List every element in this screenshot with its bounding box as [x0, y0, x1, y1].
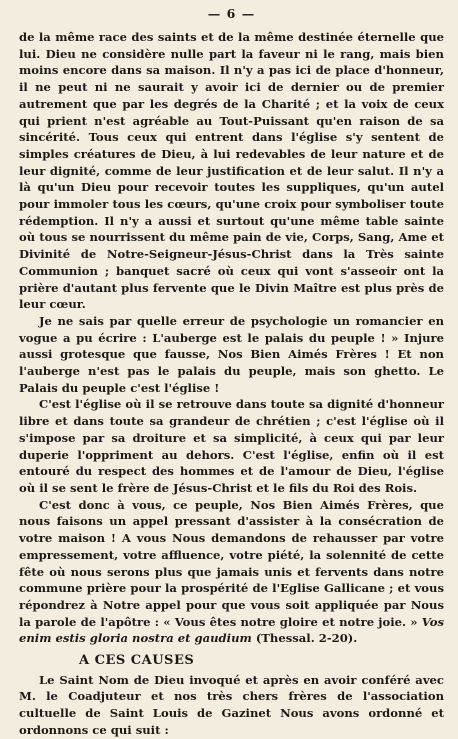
- page-number: — 6 —: [207, 6, 256, 21]
- final-paragraph: Le Saint Nom de Dieu invoqué et après en avoir conféré avec M. le Coadjuteur et nos très chers frères de l'association cultuelle de Saint Louis de Gazinet Nous avons ordonné et ordonnons ce qui suit :: [19, 672, 444, 737]
- section-heading: A CES CAUSES: [79, 653, 195, 669]
- body-text: [19, 29, 444, 739]
- paragraph-4-text: C'est donc à vous, ce peuple, Nos Bien Aimés Frères, que nous faisons un appel pressant d'assister à la consécration de votre maison ! A vous Nous demandons de rehausser par votre empressement, votre affluence, votre piété, la solennité de cette fête où nous serons plus que jamais unis et fervents dans notre commune prière pour la prospérité de l'Eglise Gallicane ; et vous répondrez à Notre appel pour que vous soit appliquée par Nous la parole de l'apôtre : « Vous êtes notre gloire et notre joie. »: [19, 497, 444, 629]
- paragraph-2: Je ne sais par quelle erreur de psychologie un romancier en vogue a pu écrire : L'auberge est le palais du peuple ! » Injure aussi grotesque que fausse, Nos Bien Aimés Frères ! Et non l'auberge n'est pas le palais du peuple, mais son ghetto. Le Palais du peuple c'est l'église !: [19, 313, 444, 395]
- citation: (Thessal. 2-20).: [255, 631, 358, 646]
- paragraph-3: C'est l'église où il se retrouve dans toute sa dignité d'honneur libre et dans toute sa grandeur de chrétien ; c'est l'église où il s'impose par sa droiture et sa simplicité, à ceux qui par leur duperie l'oppriment au dehors. C'est l'église, enfin où il est entouré du respect des hommes et de l'amour de Dieu, l'église où il se sent le frère de Jésus-Christ et le fils du Roi des Rois.: [19, 397, 444, 495]
- paragraph-1: de la même race des saints et de la même destinée éternelle que lui. Dieu ne considère nulle part la faveur ni le rang, mais bien moins encore dans sa maison. Il n'y a pas ici de place d'honneur, il ne peut ni ne saurait y avoir ici de dernier ou de premier autrement que par les degrés de la Charité ; et la voix de ceux qui prient n'est agréable au Tout-Puissant qu'en raison de sa sincérité. Tous ceux qui entrent dans l'église s'y sentent de simples créatures de Dieu, à lui redevables de leur nature et de leur dignité, comme de leur justification et de leur salut. Il n'y a là qu'un Dieu pour recevoir toutes les suppliques, qu'un autel pour immoler tous les cœurs, qu'une croix pour symboliser toute rédemption. Il n'y a aussi et surtout qu'une même table sainte où tous se nourrissent du même pain de vie, Corps, Sang, Ame et Divinité de Notre-Seigneur-Jésus-Christ dans la Très sainte Communion ; banquet sacré où ceux qui vont s'asseoir ont la prière d'autant plus fervente que le Divin Maître est plus près de leur cœur.: [19, 30, 444, 312]
- paragraph-4: [19, 497, 444, 647]
- latin-quote: Vos enim estis gloria nostra et gaudium: [19, 614, 444, 646]
